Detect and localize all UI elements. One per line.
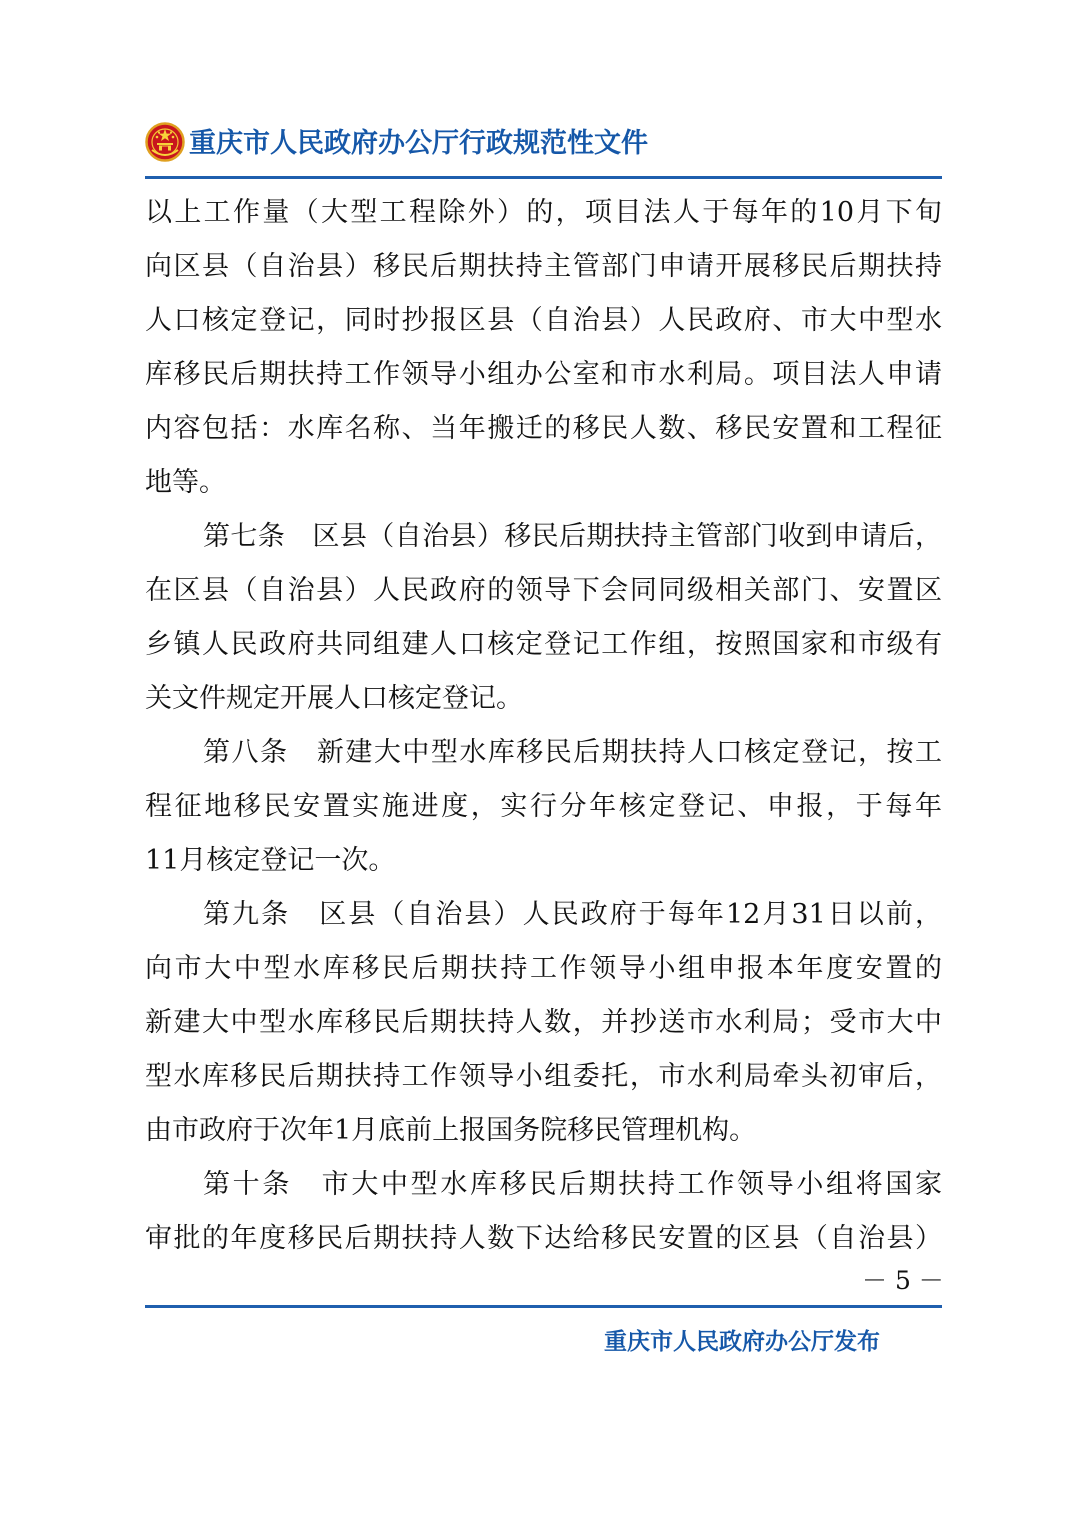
body-line: 程征地移民安置实施进度，实行分年核定登记、申报，于每年: [145, 791, 942, 822]
body-line: 在区县（自治县）人民政府的领导下会同同级相关部门、安置区: [145, 575, 942, 606]
body-line: 审批的年度移民后期扶持人数下达给移民安置的区县（自治县）: [145, 1223, 942, 1254]
page-number: － 5 －: [862, 1266, 944, 1295]
document-body: [145, 186, 942, 1266]
article-7-first-line: 第七条 区县（自治县）移民后期扶持主管部门收到申请后，: [203, 521, 942, 552]
body-line: 向区县（自治县）移民后期扶持主管部门申请开展移民后期扶持: [145, 251, 942, 282]
body-line: 型水库移民后期扶持工作领导小组委托，市水利局牵头初审后，: [145, 1061, 942, 1092]
footer-divider: [145, 1305, 942, 1308]
article-8-first-line: 第八条 新建大中型水库移民后期扶持人口核定登记，按工: [203, 737, 942, 768]
article-9-first-line: 第九条 区县（自治县）人民政府于每年12月31日以前，: [203, 899, 942, 930]
national-emblem-icon: [145, 122, 185, 162]
body-line: 乡镇人民政府共同组建人口核定登记工作组，按照国家和市级有: [145, 629, 942, 660]
footer-publisher: 重庆市人民政府办公厅发布: [604, 1329, 880, 1355]
body-line: 11月核定登记一次。: [145, 845, 396, 876]
header-divider: [145, 176, 942, 179]
document-header-title: 重庆市人民政府办公厅行政规范性文件: [189, 128, 648, 159]
body-line: 以上工作量（大型工程除外）的，项目法人于每年的10月下旬: [145, 197, 942, 228]
body-line: 向市大中型水库移民后期扶持工作领导小组申报本年度安置的: [145, 953, 942, 984]
body-line: 新建大中型水库移民后期扶持人数，并抄送市水利局；受市大中: [145, 1007, 942, 1038]
body-line: 由市政府于次年1月底前上报国务院移民管理机构。: [145, 1115, 757, 1146]
body-line: 关文件规定开展人口核定登记。: [145, 683, 523, 714]
document-header: [145, 120, 945, 176]
body-line: 库移民后期扶持工作领导小组办公室和市水利局。项目法人申请: [145, 359, 942, 390]
body-line: 内容包括：水库名称、当年搬迁的移民人数、移民安置和工程征: [145, 413, 942, 444]
body-line: 地等。: [145, 467, 226, 498]
article-10-first-line: 第十条 市大中型水库移民后期扶持工作领导小组将国家: [203, 1169, 942, 1200]
body-line: 人口核定登记，同时抄报区县（自治县）人民政府、市大中型水: [145, 305, 942, 336]
